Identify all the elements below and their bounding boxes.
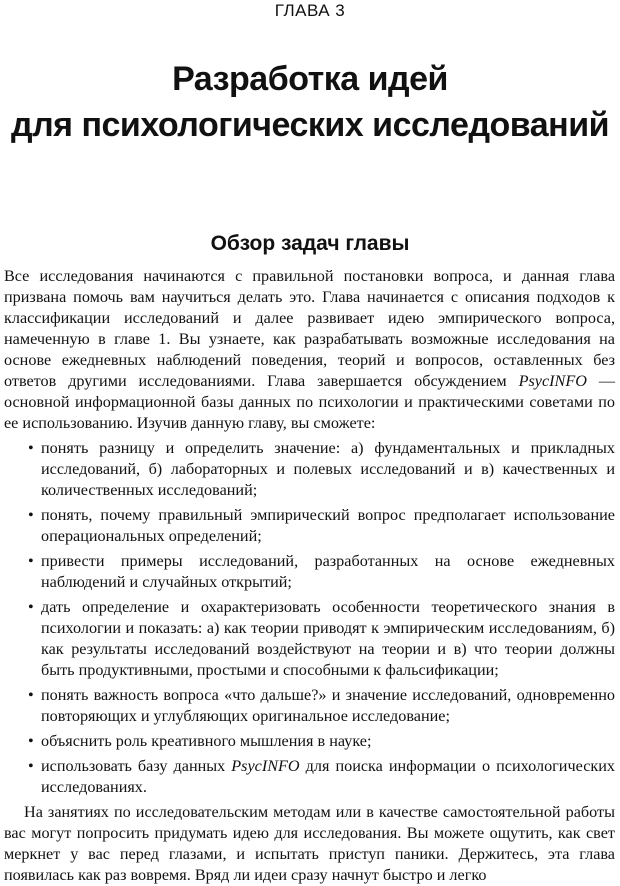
section-heading: Обзор задач главы xyxy=(210,232,410,255)
bullet-icon: • xyxy=(28,598,34,616)
intro-text-part-1: Все исследования начинаются с правильной постановки вопроса, и данная глава призвана помочь вам научиться делать это. Глава начинается с описания подходов к классификации исследований и далее развивает идею эмпирического вопроса, намеченную в главе 1. Вы узнаете, как разрабатывать возможные исследования на основе ежедневных наблюдений поведения, теорий и вопросов, оставленных без ответов другими исследованиями. Глава завершается обсуждением xyxy=(4,267,615,390)
objective-text: понять разницу и определить значение: а) фундаментальных и прикладных исследований, б) лабораторных и полевых исследований и в) качественных и количественных исследований; xyxy=(41,439,615,499)
chapter-title-line-1: Разработка идей xyxy=(172,60,448,98)
intro-text-part-2: — основной информационной базы данных по психологии и практическими советами по ее использованию. Изучив данную главу, вы сможете: xyxy=(4,372,616,432)
objective-text: объяснить роль креативного мышления в науке; xyxy=(41,732,372,750)
objective-text xyxy=(30,756,615,798)
bullet-icon: • xyxy=(28,439,34,457)
bullet-icon: • xyxy=(28,757,34,775)
objective-psycinfo-term: PsycINFO xyxy=(231,757,300,775)
chapter-body xyxy=(4,266,615,886)
objective-text: привести примеры исследований, разработанных на основе ежедневных наблюдений и случайных открытий; xyxy=(41,552,615,591)
bullet-icon: • xyxy=(28,506,34,524)
objective-item xyxy=(4,438,615,501)
bullet-icon: • xyxy=(28,686,34,704)
intro-psycinfo-term: PsycINFO xyxy=(518,372,587,390)
objective-item xyxy=(4,505,615,547)
objective-item xyxy=(4,551,615,593)
objective-text-before: использовать базу данных xyxy=(41,757,232,775)
objective-item xyxy=(4,731,615,752)
chapter-title xyxy=(0,56,620,148)
objective-item xyxy=(4,756,615,798)
closing-paragraph: На занятиях по исследовательским методам или в качестве самостоятельной работы вас могут попросить придумать идею для исследования. Вы можете ощутить, как свет меркнет у вас перед глазами, и испытать приступ паники. Держитесь, эта глава появилась как раз вовремя. Вряд ли идеи сразу начнут быстро и легко xyxy=(4,803,615,884)
objective-item xyxy=(4,597,615,681)
objectives-list xyxy=(4,438,615,798)
bullet-icon: • xyxy=(28,552,34,570)
objective-text: понять, почему правильный эмпирический вопрос предполагает использование операциональных определений; xyxy=(41,506,615,545)
objective-text-after: для поиска информации о психологических исследованиях. xyxy=(41,757,616,796)
chapter-label: ГЛАВА 3 xyxy=(274,1,346,20)
chapter-title-line-2: для психологических исследований xyxy=(11,106,609,144)
intro-paragraph xyxy=(4,266,615,434)
objective-text: понять важность вопроса «что дальше?» и значение исследований, одновременно повторяющих и углубляющих оригинальное исследование; xyxy=(41,686,615,725)
objective-text: дать определение и охарактеризовать особенности теоретического знания в психологии и показать: а) как теории приводят к эмпирическим исследованиям, б) как результаты исследований воздействуют на теории и в) что теории должны быть продуктивными, простыми и способными к фальсификации; xyxy=(41,598,615,679)
objective-item xyxy=(4,685,615,727)
bullet-icon: • xyxy=(28,732,34,750)
